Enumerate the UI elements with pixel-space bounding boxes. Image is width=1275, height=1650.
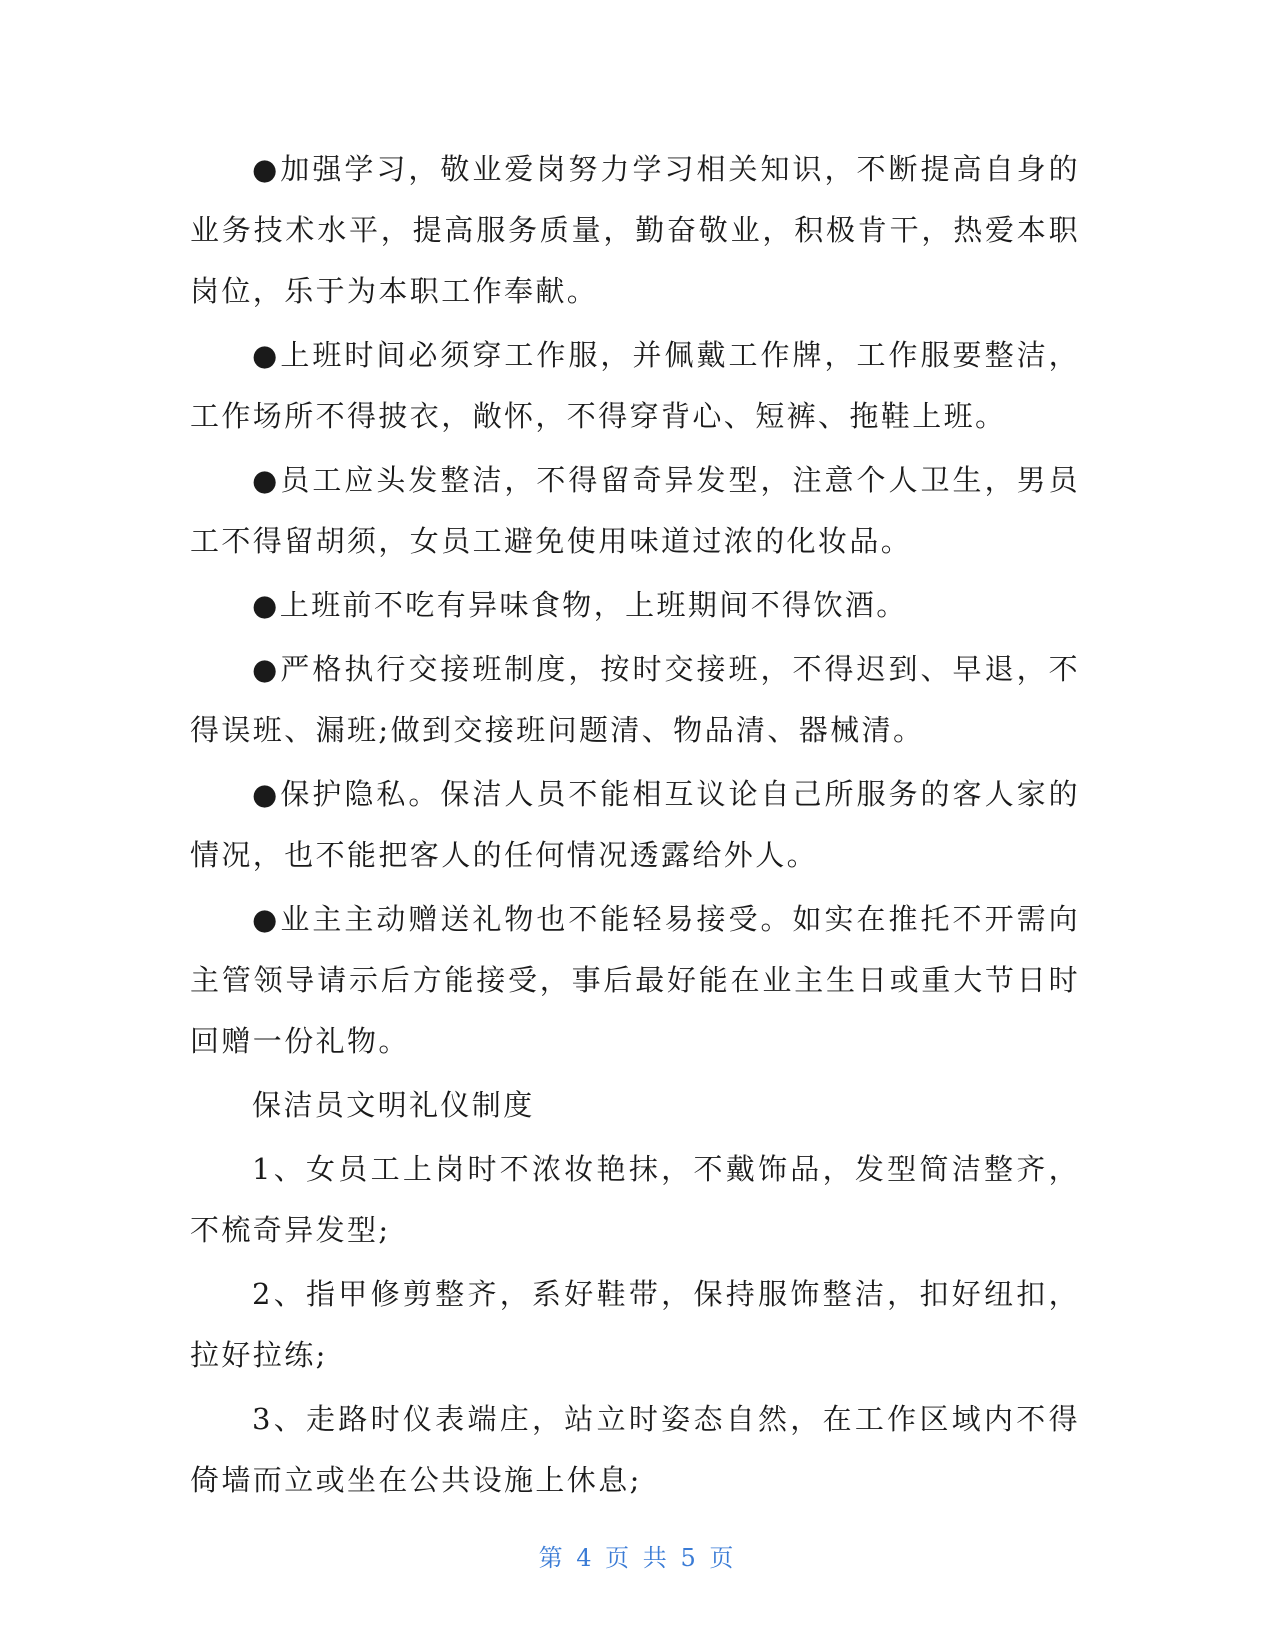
rule-item-1: 1、女员工上岗时不浓妆艳抹，不戴饰品，发型简洁整齐，不梳奇异发型;: [190, 1152, 1080, 1247]
rule-item-3: 3、走路时仪表端庄，站立时姿态自然，在工作区域内不得倚墙而立或坐在公共设施上休息;: [190, 1402, 1080, 1497]
page-number-footer: 第 4 页 共 5 页: [538, 1544, 737, 1572]
paragraph-study: ●加强学习，敬业爱岗努力学习相关知识，不断提高自身的业务技术水平，提高服务质量，勤奋敬业，积极肯干，热爱本职岗位，乐于为本职工作奉献。: [190, 152, 1080, 308]
paragraph-food-alcohol: ●上班前不吃有异味食物，上班期间不得饮酒。: [252, 588, 908, 622]
paragraph-shift-handover: ●严格执行交接班制度，按时交接班，不得迟到、早退，不得误班、漏班;做到交接班问题清、物品清、器械清。: [190, 652, 1080, 747]
section-heading-etiquette: 保洁员文明礼仪制度: [252, 1088, 535, 1122]
document-body: [190, 139, 1080, 1514]
paragraph-gifts: ●业主主动赠送礼物也不能轻易接受。如实在推托不开需向主管领导请示后方能接受，事后最好能在业主生日或重大节日时回赠一份礼物。: [190, 902, 1080, 1058]
paragraph-grooming: ●员工应头发整洁，不得留奇异发型，注意个人卫生，男员工不得留胡须，女员工避免使用味道过浓的化妆品。: [190, 463, 1080, 558]
paragraph-privacy: ●保护隐私。保洁人员不能相互议论自己所服务的客人家的情况，也不能把客人的任何情况透露给外人。: [190, 777, 1080, 872]
paragraph-uniform: ●上班时间必须穿工作服，并佩戴工作牌，工作服要整洁，工作场所不得披衣，敞怀，不得穿背心、短裤、拖鞋上班。: [190, 338, 1080, 433]
rule-item-2: 2、指甲修剪整齐，系好鞋带，保持服饰整洁，扣好纽扣，拉好拉练;: [190, 1277, 1080, 1372]
